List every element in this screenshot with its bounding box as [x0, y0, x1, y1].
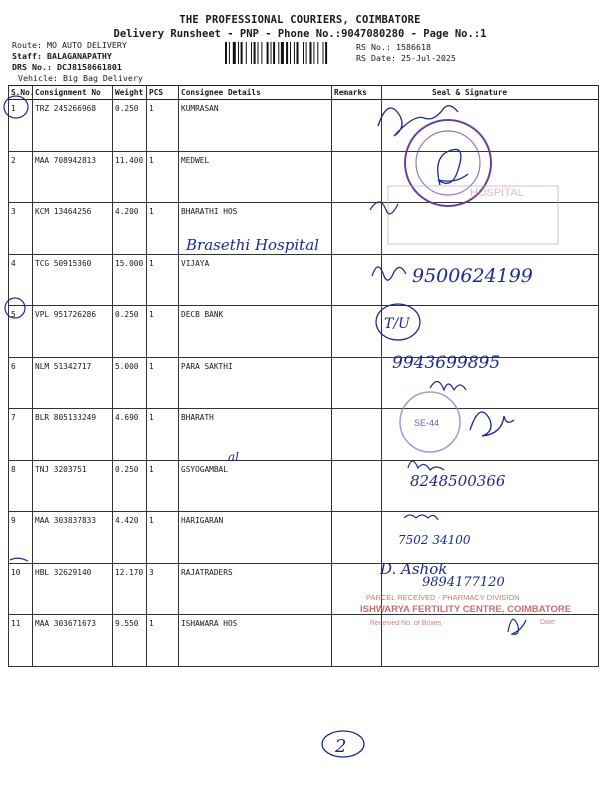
- table-row: [9, 254, 599, 306]
- col-remarks: Remarks: [332, 86, 382, 100]
- row8-handwritten-phone: 8248500366: [410, 472, 506, 490]
- cell-consignment: TRZ 245266968: [33, 100, 113, 152]
- cell-consignment: NLM 51342717: [33, 357, 113, 409]
- table-row: [9, 409, 599, 461]
- barcode-bar: [297, 42, 299, 64]
- row10-handwritten-name: D. Ashok: [380, 560, 448, 578]
- row8-consignee-overwrite: al: [228, 450, 239, 464]
- cell-remarks: [332, 460, 382, 512]
- cell-sno: 9: [9, 512, 33, 564]
- cell-seal: [382, 254, 599, 306]
- cell-seal: [382, 409, 599, 461]
- table-row: [9, 460, 599, 512]
- barcode-bar: [261, 42, 262, 64]
- barcode-bar: [290, 42, 291, 64]
- table-row: [9, 203, 599, 255]
- row4-handwritten-phone: 9500624199: [412, 265, 533, 287]
- rs-date-line: RS Date: 25-Jul-2025: [356, 53, 456, 63]
- row6-handwritten-phone: 9943699895: [392, 353, 501, 373]
- page-number-circle: [322, 731, 364, 757]
- cell-consignment: HBL 32629140: [33, 563, 113, 615]
- cell-consignee: MEDWEL: [179, 151, 332, 203]
- cell-sno: 7: [9, 409, 33, 461]
- cell-remarks: [332, 100, 382, 152]
- drs-value: DCJ8158661801: [56, 62, 122, 72]
- cell-pcs: 1: [147, 151, 179, 203]
- table-row: [9, 357, 599, 409]
- barcode-bar: [241, 42, 243, 64]
- cell-weight: 15.000: [113, 254, 147, 306]
- cell-remarks: [332, 357, 382, 409]
- cell-sno: 2: [9, 151, 33, 203]
- cell-sno: 5: [9, 306, 33, 358]
- cell-remarks: [332, 151, 382, 203]
- cell-pcs: 1: [147, 615, 179, 667]
- cell-weight: 4.420: [113, 512, 147, 564]
- cell-weight: 9.550: [113, 615, 147, 667]
- cell-consignment: BLR 805133249: [33, 409, 113, 461]
- cell-sno: 1: [9, 100, 33, 152]
- cell-consignee: KUMRASAN: [179, 100, 332, 152]
- row9-handwritten-phone: 7502 34100: [398, 533, 471, 547]
- cell-seal: [382, 100, 599, 152]
- barcode-bar: [246, 42, 247, 64]
- cell-weight: 5.000: [113, 357, 147, 409]
- cell-seal: [382, 563, 599, 615]
- route-line: Route: MO AUTO DELIVERY: [12, 40, 127, 50]
- vehicle-line: Vehicle: Big Bag Delivery: [18, 73, 143, 83]
- barcode-bar: [303, 42, 304, 64]
- barcode-bar: [313, 42, 314, 64]
- cell-remarks: [332, 563, 382, 615]
- row5-handwritten-mark: T/U: [384, 316, 410, 332]
- cell-weight: 0.250: [113, 460, 147, 512]
- cell-remarks: [332, 203, 382, 255]
- rs-no-value: 1586618: [395, 42, 431, 52]
- cell-consignee: BHARATHI HOS: [179, 203, 332, 255]
- barcode-bar: [273, 42, 275, 64]
- cell-pcs: 1: [147, 409, 179, 461]
- cell-consignment: TCG 50915360: [33, 254, 113, 306]
- cell-pcs: 1: [147, 306, 179, 358]
- barcode-bar: [306, 42, 307, 64]
- cell-consignee: GSYOGAMBAL: [179, 460, 332, 512]
- row11-stamp-line1: PARCEL RECEIVED - PHARMACY DIVISION: [366, 593, 520, 602]
- table-row: [9, 615, 599, 667]
- cell-weight: 12.170: [113, 563, 147, 615]
- row7-stamp-code: SE-44: [414, 418, 440, 428]
- barcode-bar: [317, 42, 318, 64]
- table-row: [9, 306, 599, 358]
- cell-consignee: DECB BANK: [179, 306, 332, 358]
- cell-seal: [382, 306, 599, 358]
- cell-sno: 8: [9, 460, 33, 512]
- document-subtitle: Delivery Runsheet - PNP - Phone No.:9047080280 - Page No.:1: [113, 28, 487, 40]
- cell-pcs: 3: [147, 563, 179, 615]
- row11-stamp-date-label: Date: [540, 619, 555, 626]
- route-value: MO AUTO DELIVERY: [46, 40, 127, 50]
- barcode-bar: [254, 42, 256, 64]
- runsheet-table: [8, 85, 599, 667]
- cell-consignee: PARA SAKTHI: [179, 357, 332, 409]
- cell-seal: [382, 460, 599, 512]
- page-number: 2: [335, 736, 347, 757]
- row11-stamp-line3: Received No. of Boxes: [370, 620, 442, 627]
- document-title: THE PROFESSIONAL COURIERS, COIMBATORE: [179, 14, 421, 26]
- cell-weight: 4.690: [113, 409, 147, 461]
- cell-weight: 0.250: [113, 306, 147, 358]
- barcode-bar: [286, 42, 288, 64]
- barcode-bar: [251, 42, 252, 64]
- cell-sno: 10: [9, 563, 33, 615]
- cell-consignment: VPL 951726286: [33, 306, 113, 358]
- table-row: [9, 512, 599, 564]
- row3-stamp-text: HOSPITAL: [470, 187, 524, 199]
- cell-consignment: MAA 303837833: [33, 512, 113, 564]
- cell-pcs: 1: [147, 512, 179, 564]
- table-header-row: [9, 86, 599, 100]
- cell-remarks: [332, 254, 382, 306]
- cell-pcs: 1: [147, 100, 179, 152]
- barcode-bar: [271, 42, 272, 64]
- cell-seal: [382, 615, 599, 667]
- vehicle-value: Big Bag Delivery: [62, 73, 143, 83]
- cell-sno: 6: [9, 357, 33, 409]
- barcode-bar: [281, 42, 284, 64]
- row10-handwritten-phone: 9894177120: [422, 575, 505, 590]
- cell-seal: [382, 151, 599, 203]
- rs-no-line: RS No.: 1586618: [356, 42, 431, 52]
- staff-value: BALAGANAPATHY: [46, 51, 112, 61]
- cell-pcs: 1: [147, 357, 179, 409]
- col-pcs: PCS: [147, 86, 179, 100]
- table-row: [9, 151, 599, 203]
- cell-consignee: RAJATRADERS: [179, 563, 332, 615]
- cell-pcs: 1: [147, 460, 179, 512]
- row11-stamp-line2: ISHWARYA FERTILITY CENTRE, COIMBATORE: [360, 604, 572, 615]
- barcode-bar: [325, 42, 327, 64]
- cell-weight: 11.400: [113, 151, 147, 203]
- barcode-bar: [238, 42, 239, 64]
- barcode-bar: [233, 42, 236, 64]
- col-weight: Weight: [113, 86, 147, 100]
- cell-consignment: KCM 13464256: [33, 203, 113, 255]
- cell-pcs: 1: [147, 254, 179, 306]
- barcode-bar: [225, 42, 227, 64]
- barcode-bar: [278, 42, 279, 64]
- cell-seal: [382, 512, 599, 564]
- barcode-bar: [310, 42, 312, 64]
- cell-remarks: [332, 615, 382, 667]
- table-row: [9, 563, 599, 615]
- cell-sno: 4: [9, 254, 33, 306]
- cell-weight: 0.250: [113, 100, 147, 152]
- barcode-bar: [258, 42, 259, 64]
- cell-weight: 4.200: [113, 203, 147, 255]
- rs-date-value: 25-Jul-2025: [400, 53, 456, 63]
- cell-seal: [382, 357, 599, 409]
- staff-line: Staff: BALAGANAPATHY: [12, 51, 112, 61]
- cell-consignee: HARIGARAN: [179, 512, 332, 564]
- cell-consignee: VIJAYA: [179, 254, 332, 306]
- col-consignee: Consignee Details: [179, 86, 332, 100]
- barcode-bar: [323, 42, 324, 64]
- cell-consignee: ISHAWARA HOS: [179, 615, 332, 667]
- cell-consignment: TNJ 3203751: [33, 460, 113, 512]
- barcode-bar: [229, 42, 230, 64]
- cell-seal: [382, 203, 599, 255]
- cell-remarks: [332, 306, 382, 358]
- barcode-bar: [267, 42, 269, 64]
- cell-pcs: 1: [147, 203, 179, 255]
- cell-consignment: MAA 708942813: [33, 151, 113, 203]
- cell-sno: 11: [9, 615, 33, 667]
- col-seal-signature: Seal & Signature: [382, 86, 599, 100]
- row3-handwritten-name: Brasethi Hospital: [186, 236, 319, 254]
- col-sno: S.No.: [9, 86, 33, 100]
- cell-remarks: [332, 512, 382, 564]
- barcode-bar: [294, 42, 295, 64]
- barcode: [225, 42, 353, 64]
- cell-consignment: MAA 303671673: [33, 615, 113, 667]
- drs-line: DRS No.: DCJ8158661801: [12, 62, 122, 72]
- cell-sno: 3: [9, 203, 33, 255]
- table-row: [9, 100, 599, 152]
- cell-consignee: BHARATH: [179, 409, 332, 461]
- col-consignment: Consignment No: [33, 86, 113, 100]
- cell-remarks: [332, 409, 382, 461]
